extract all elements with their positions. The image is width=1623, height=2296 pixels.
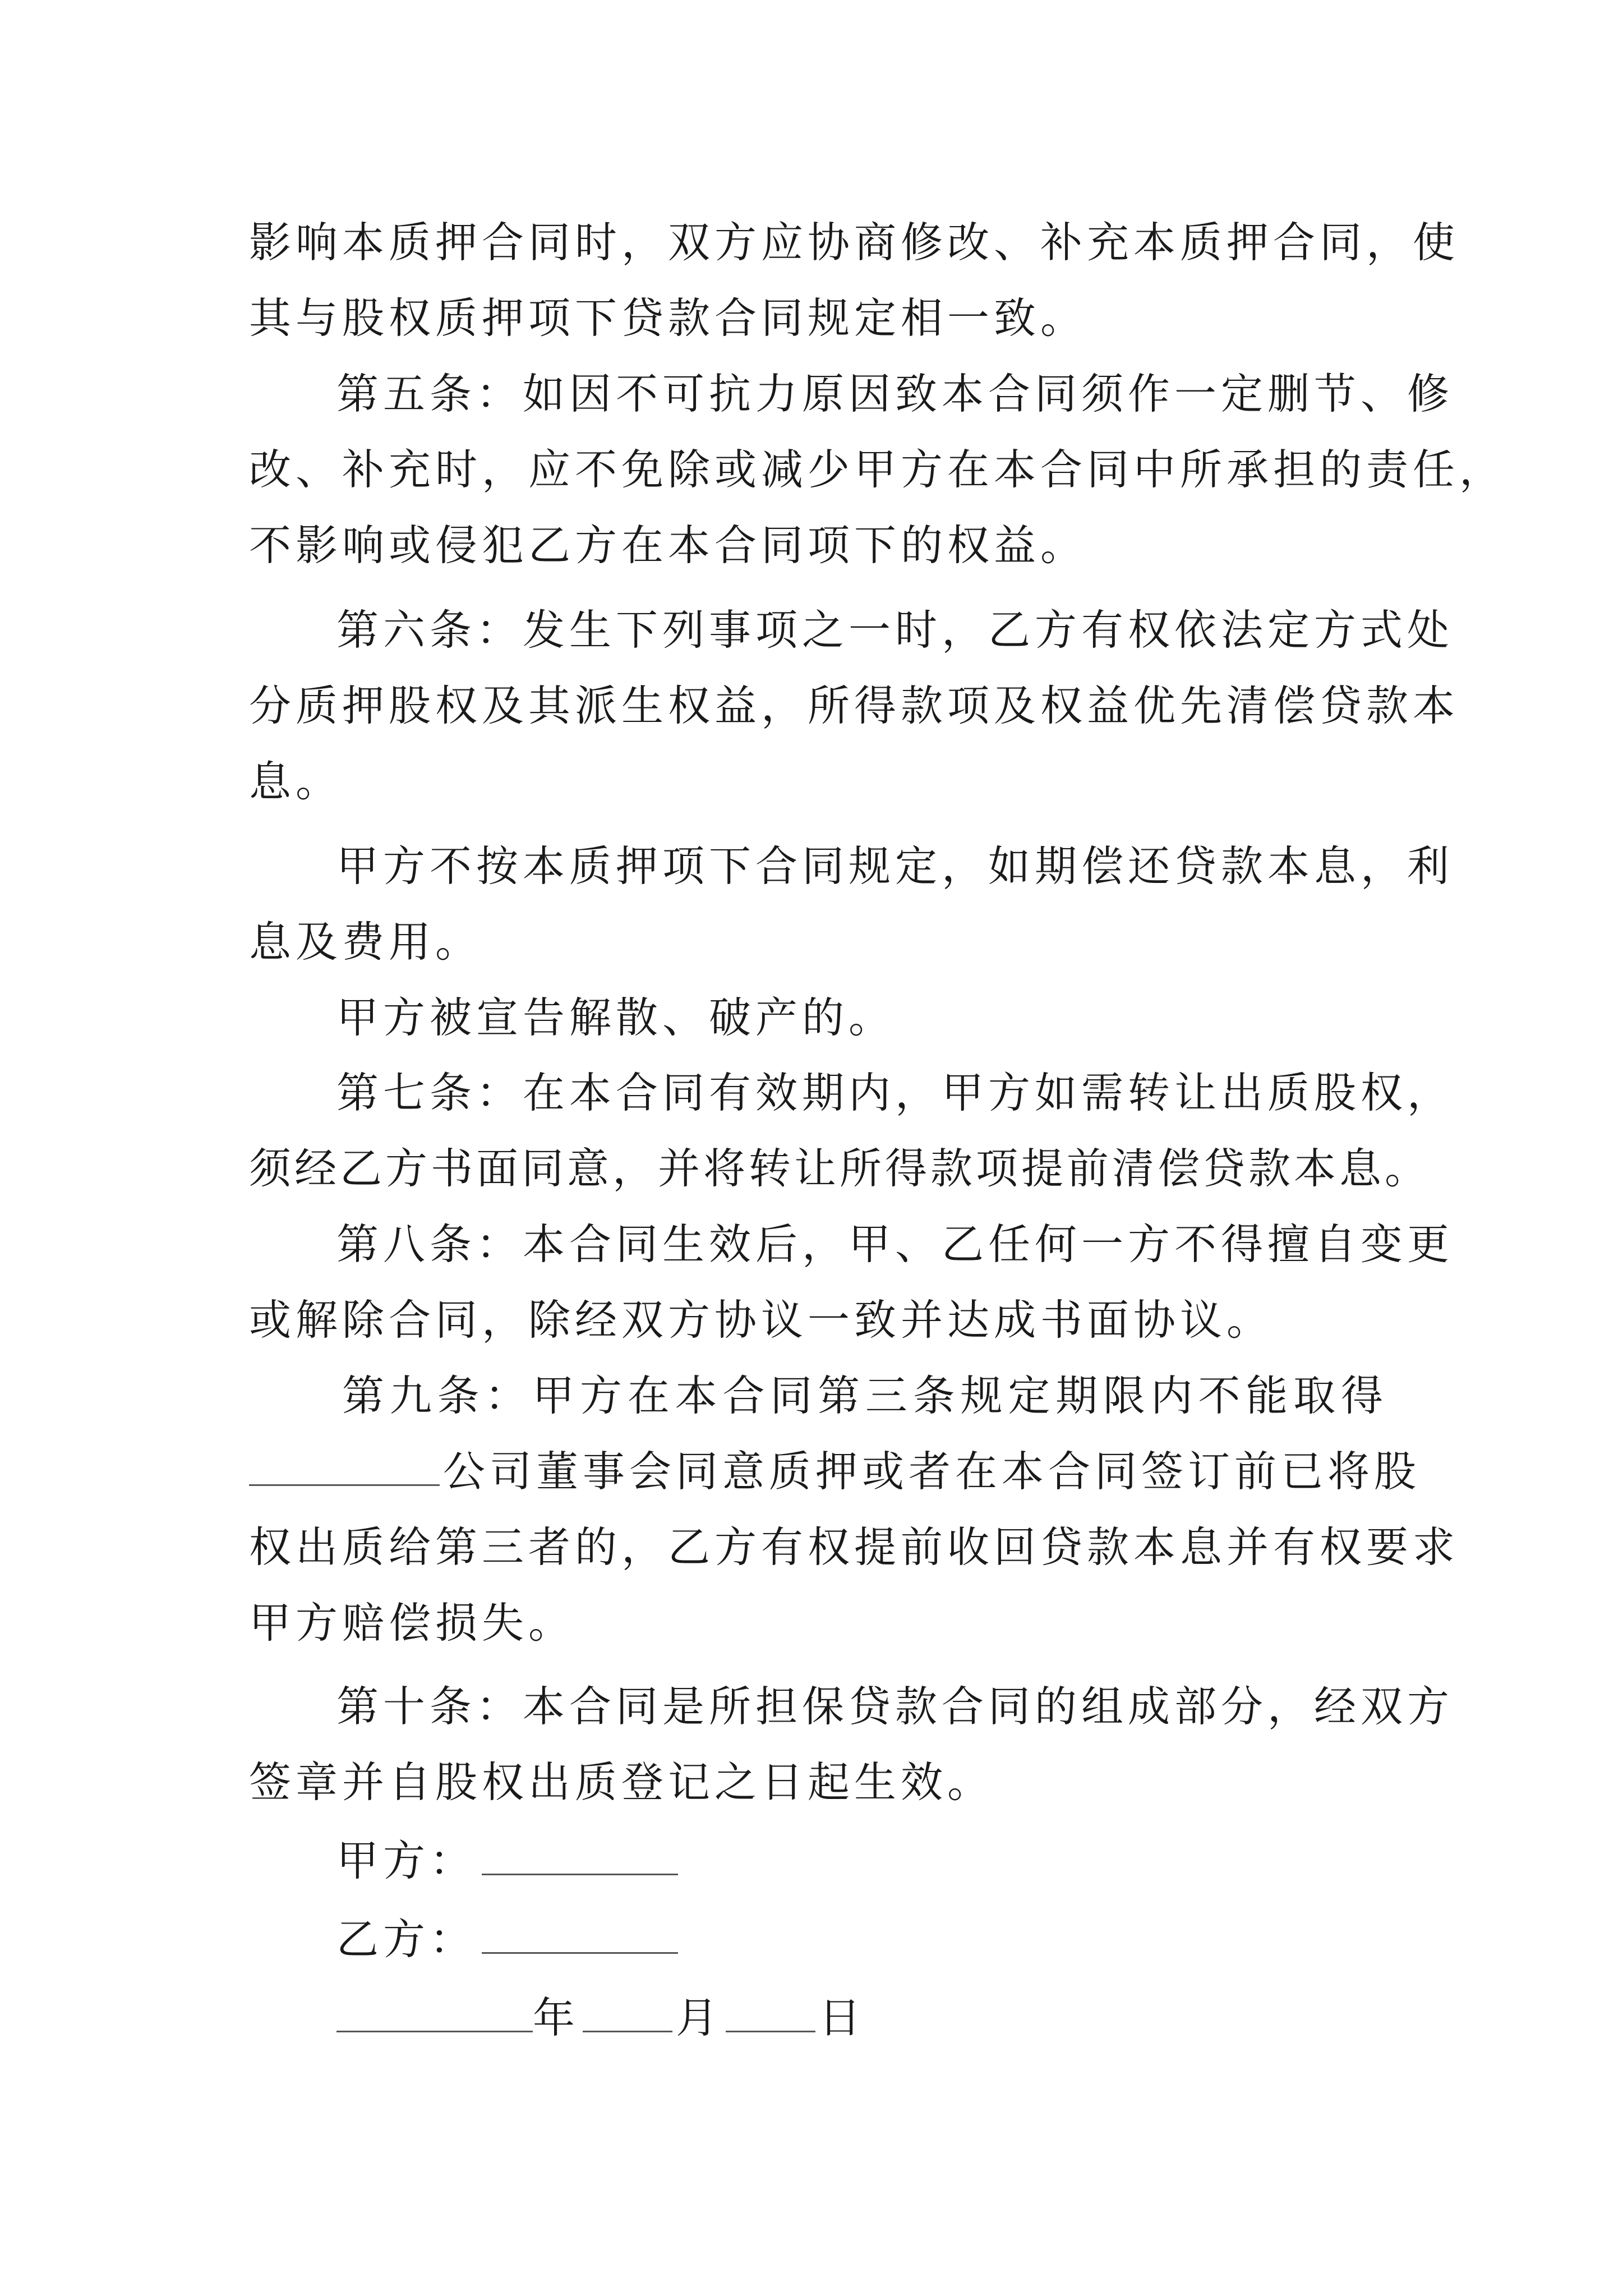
party-b-label: 乙方： [336,1915,477,1964]
text-line: 息及费用。 [249,917,482,967]
article-10-line: 第十条：本合同是所担保贷款合同的组成部分，经双方 [336,1682,1454,1731]
text-line: 甲方不按本质押项下合同规定，如期偿还贷款本息，利 [336,841,1454,891]
article-8-line: 第八条：本合同生效后，甲、乙任何一方不得擅自变更 [336,1220,1454,1269]
text-line: 分质押股权及其派生权益，所得款项及权益优先清偿贷款本 [249,681,1460,730]
article-6-line: 第六条：发生下列事项之一时，乙方有权依法定方式处 [336,605,1454,655]
party-b-line [336,1897,1387,1981]
text-line: 签章并自股权出质登记之日起生效。 [249,1757,994,1807]
text-line: 其与股权质押项下贷款合同规定相一致。 [249,293,1087,343]
month-blank[interactable] [583,1997,672,2032]
text-line: 须经乙方书面同意，并将转让所得款项提前清偿贷款本息。 [249,1144,1431,1193]
day-label: 日 [819,1993,866,2042]
text-line: 息。 [249,757,343,806]
text-line [249,1429,1421,1513]
article-7-line: 第七条：在本合同有效期内，甲方如需转让出质股权， [336,1068,1454,1117]
party-a-label: 甲方： [336,1836,477,1885]
text-line: 影响本质押合同时，双方应协商修改、补充本质押合同，使 [249,218,1460,267]
party-a-line [336,1819,1387,1903]
text-line: 甲方被宣告解散、破产的。 [336,993,896,1042]
text-line: 权出质给第三者的，乙方有权提前收回贷款本息并有权要求 [249,1522,1460,1572]
text-line: 改、补充时，应不免除或减少甲方在本合同中所承担的责任， [249,445,1506,494]
day-blank[interactable] [726,1997,815,2032]
text-line: 或解除合同，除经双方协议一致并达成书面协议。 [249,1295,1274,1345]
article-5-line: 第五条：如因不可抗力原因致本合同须作一定删节、修 [336,369,1454,418]
article-9-text: 公司董事会同意质押或者在本合同签订前已将股 [443,1447,1421,1496]
company-name-blank[interactable] [249,1451,440,1486]
month-label: 月 [676,1993,723,2042]
date-line [336,1976,1387,2060]
party-a-blank[interactable] [482,1840,678,1875]
year-blank[interactable] [336,1997,533,2032]
article-9-line: 第九条：甲方在本合同第三条规定期限内不能取得 [342,1371,1387,1420]
text-line: 不影响或侵犯乙方在本合同项下的权益。 [249,521,1087,570]
year-label: 年 [533,1993,580,2042]
party-b-blank[interactable] [482,1918,678,1954]
text-line: 甲方赔偿损失。 [249,1598,575,1648]
